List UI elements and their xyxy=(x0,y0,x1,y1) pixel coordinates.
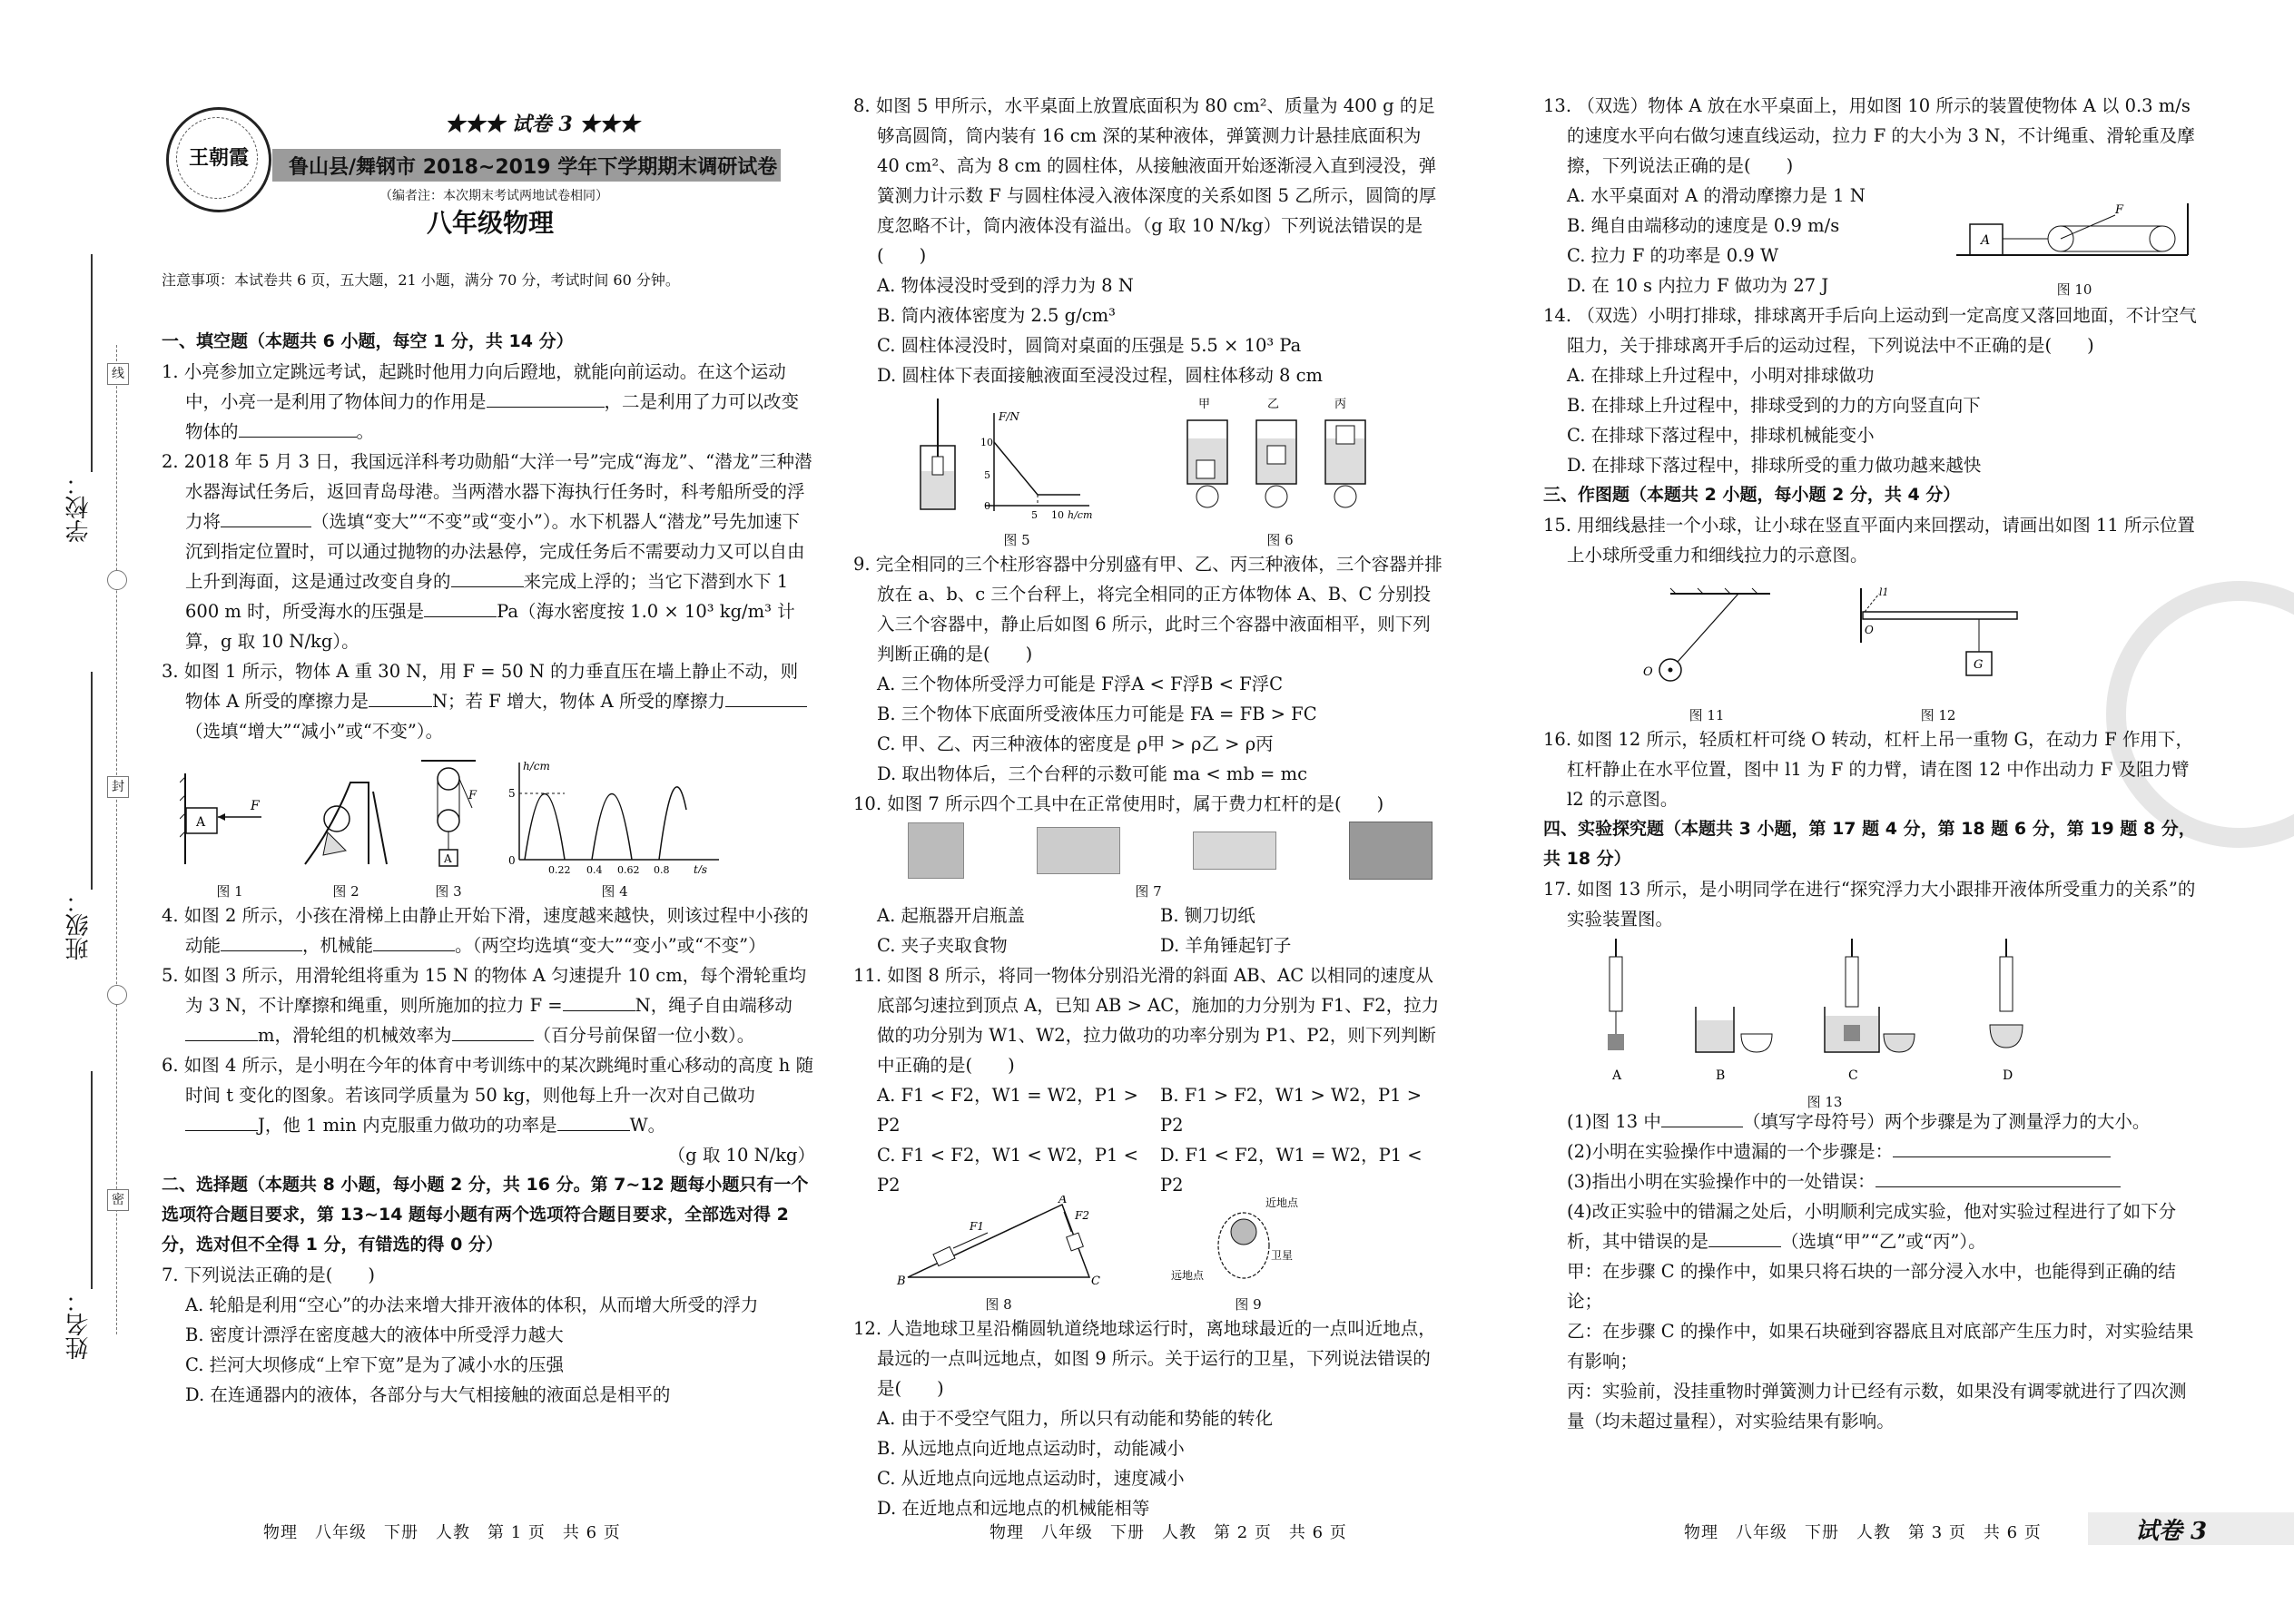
svg-text:C: C xyxy=(1848,1068,1858,1083)
svg-text:t/s: t/s xyxy=(694,863,708,873)
svg-text:D: D xyxy=(2003,1068,2013,1083)
question-9-option-a: A. 三个物体所受浮力可能是 F浮A < F浮B < F浮C xyxy=(877,674,1284,694)
question-3: 3. 如图 1 所示，物体 A 重 30 N，用 F = 50 N 的力垂直压在墙上静止不动，则物体 A 所受的摩擦力是 N；若 F 增大，物体 A 所受的摩擦力（选填“增大”“减小”或“不变”）。 xyxy=(162,656,815,746)
question-8-option-b: B. 筒内液体密度为 2.5 g/cm³ xyxy=(877,305,1116,326)
figure-9 xyxy=(1171,1196,1325,1314)
question-12-option-c: C. 从近地点向远地点运动时，速度减小 xyxy=(877,1468,1185,1489)
figure-4 xyxy=(501,755,728,901)
svg-text:A: A xyxy=(1058,1196,1068,1206)
label-yi: 乙 xyxy=(1267,398,1280,411)
section-2-heading: 二、选择题（本题共 8 小题，每小题 2 分，共 16 分。第 7~12 题每小题只有一个选项符合题目要求，第 13~14 题每小题有两个选项符合题目要求，全部选对得 2 分，选对但不全得 1 分，有错选的得 0 分） xyxy=(162,1175,809,1255)
svg-text:0: 0 xyxy=(984,500,990,512)
footer-page-1: 物理 八年级 下册 人教 第 1 页 共 6 页 xyxy=(263,1523,621,1542)
question-8: 8. 如图 5 甲所示，水平桌面上放置底面积为 80 cm²、质量为 400 g 的足够高圆筒，筒内装有 16 cm 深的某种液体，弹簧测力计悬挂底面积为 40 cm²、高为 8 cm 的圆柱体，从接触液面开始逐渐浸入直到浸没，弹簧测力计示数 F 与圆柱体浸入液体深度的关系如图 5 乙所示，圆筒的厚度忽略不计，筒内液体没有溢出。（g 取 10 N/kg）下列说法错误的是( ) xyxy=(853,95,1437,266)
svg-text:O: O xyxy=(1865,624,1874,636)
svg-text:B: B xyxy=(897,1275,906,1286)
lever-diagram xyxy=(1852,579,2024,697)
question-17: 17. 如图 13 所示，是小明同学在进行“探究浮力大小跟排开液体所受重力的关系”的实验装置图。 xyxy=(1543,879,2196,930)
question-6: 6. 如图 4 所示，是小明在今年的体育中考训练中的某次跳绳时重心移动的高度 h 随时间 t 变化的图象。若该同学质量为 50 kg，则他每上升一次对自己做功J，他 1 min 内克服重力做功的功率是 W。 xyxy=(162,1055,814,1136)
svg-text:A: A xyxy=(444,852,452,865)
exam-title: 鲁山县/舞钢市 2018~2019 学年下学期期末调研试卷 xyxy=(289,156,778,179)
question-10-option-d: D. 羊角锤起钉子 xyxy=(1160,935,1292,956)
figure-10 xyxy=(1952,181,2197,300)
column-3 xyxy=(1543,91,2197,1436)
step-d xyxy=(1990,939,2023,1083)
notice: 注意事项：本试卷共 6 页，五大题，21 小题，满分 70 分，考试时间 60 分钟。 xyxy=(162,271,680,289)
question-12: 12. 人造地球卫星沿椭圆轨道绕地球运行时，离地球最近的一点叫近地点，最远的一点叫远地点，如图 9 所示。关于运行的卫星，下列说法错误的是( ) xyxy=(853,1318,1436,1399)
question-17-part-4: (4)改正实验中的错漏之处后，小明顺利完成实验，他对实验过程进行了如下分析，其中错误的是 （选填“甲”“乙”或“丙”）。 xyxy=(1567,1201,2177,1252)
question-11-options-row-2 xyxy=(853,1140,1443,1200)
question-9: 9. 完全相同的三个柱形容器中分别盛有甲、乙、丙三种液体，三个容器并排放在 a、b、c 三个台秤上，将完全相同的正方体物体 A、B、C 分别投入三个容器中，静止后如图 6 所示，此时三个容器中液面相平，则下列判断正确的是( ) xyxy=(853,554,1442,664)
svg-text:0: 0 xyxy=(508,854,516,867)
question-9-option-c: C. 甲、乙、丙三种液体的密度是 ρ甲 > ρ乙 > ρ丙 xyxy=(877,733,1274,754)
school-label: 学校： xyxy=(65,472,93,543)
step-b xyxy=(1696,1007,1772,1083)
figure-6-caption: 图 6 xyxy=(1266,532,1294,548)
mark-mi: 密 xyxy=(107,1189,129,1211)
figure-8-caption: 图 8 xyxy=(985,1296,1012,1313)
svg-text:B: B xyxy=(1716,1068,1726,1083)
svg-text:0.4: 0.4 xyxy=(586,864,603,873)
question-14-option-c: C. 在排球下落过程中，排球机械能变小 xyxy=(1567,425,1875,446)
question-2: 2. 2018 年 5 月 3 日，我国远洋科考功勋船“大洋一号”完成“海龙”、“潜龙”三种潜水器海试任务后，返回青岛母港。当两潜水器下海执行任务时，科考船所受的浮力将 （选填“变大”“不变”或“变小”）。水下机器人“潜龙”号先加速下沉到指定位置时，可以通过抛物的办法悬停，完成任务后不需要动力又可以自由上升到海面，这是通过改变自身的 来完成上浮的；当它下潜到水下 1 600 m 时，所受海水的压强是 Pa（海水密度按 1.0 × 10³ kg/m³ 计算，g 取 10 N/kg）。 xyxy=(162,451,812,652)
question-8-option-a: A. 物体浸没时受到的浮力为 8 N xyxy=(877,275,1134,296)
figure-7-caption: 图 7 xyxy=(1135,883,1162,900)
cylinder-graph-diagram xyxy=(908,395,1126,522)
question-11-option-a: A. F1 < F2，W1 = W2，P1 > P2 xyxy=(877,1085,1138,1136)
svg-text:0.62: 0.62 xyxy=(617,864,640,873)
figure-2-caption: 图 2 xyxy=(332,883,359,900)
question-13: 13. （双选）物体 A 放在水平桌面上，用如图 10 所示的装置使物体 A 以 0.3 m/s 的速度水平向右做匀速直线运动，拉力 F 的大小为 3 N，不计绳重、滑轮重及摩擦，下列说法正确的是( ) xyxy=(1543,95,2195,176)
mark-xian: 线 xyxy=(107,363,129,385)
figures-1-4 xyxy=(162,746,815,901)
three-containers-diagram xyxy=(1180,395,1380,522)
binding-hole xyxy=(107,985,127,1005)
figures-5-6 xyxy=(853,390,1443,549)
figure-11 xyxy=(1634,579,1779,724)
figure-1 xyxy=(180,764,280,901)
figure-4-caption: 图 4 xyxy=(601,883,628,900)
footer-page-2: 物理 八年级 下册 人教 第 2 页 共 6 页 xyxy=(989,1523,1347,1542)
section-3-heading: 三、作图题（本题共 2 小题，每小题 2 分，共 4 分） xyxy=(1543,485,1961,505)
school-underline xyxy=(91,254,93,472)
figures-11-12 xyxy=(1543,570,2197,724)
question-9-option-d: D. 取出物体后，三个台秤的示数可能 ma < mb = mc xyxy=(877,763,1308,784)
subject-title: 八年级物理 xyxy=(427,208,555,238)
figures-8-9 xyxy=(853,1196,1443,1314)
svg-text:A: A xyxy=(1981,233,1991,248)
question-7-option-d: D. 在连通器内的液体，各部分与大气相接触的液面总是相平的 xyxy=(185,1384,671,1405)
svg-text:G: G xyxy=(1974,658,1984,672)
editor-note: （编者注：本次期末考试两地试卷相同） xyxy=(379,189,608,203)
question-17-part-2: (2)小明在实验操作中遗漏的一个步骤是： xyxy=(1543,1137,2197,1166)
figure-7 xyxy=(853,819,1443,882)
question-13-option-a: A. 水平桌面对 A 的滑动摩擦力是 1 N xyxy=(1567,185,1866,206)
svg-text:O: O xyxy=(1643,665,1653,679)
figure-5-caption: 图 5 xyxy=(1003,532,1030,548)
label-jia: 甲 xyxy=(1198,398,1211,411)
question-10-options-row-2 xyxy=(853,930,1443,960)
figure-3-caption: 图 3 xyxy=(435,883,462,900)
horizontal-pulley-diagram xyxy=(1952,199,2197,271)
svg-text:F: F xyxy=(251,799,260,813)
question-11-option-b: B. F1 > F2，W1 > W2，P1 > P2 xyxy=(1160,1085,1423,1136)
svg-text:A: A xyxy=(1612,1068,1622,1083)
question-11-options-row-1 xyxy=(853,1080,1443,1140)
figure-13-caption: 图 13 xyxy=(1807,1094,1843,1110)
question-9-option-b: B. 三个物体下底面所受液体压力可能是 FA = FB > FC xyxy=(877,704,1317,724)
figure-13 xyxy=(1543,934,2197,1110)
question-14-option-b: B. 在排球上升过程中，排球受到的力的方向竖直向下 xyxy=(1567,395,1981,416)
step-a xyxy=(1608,939,1624,1083)
column-2 xyxy=(853,91,1443,1523)
question-10-option-b: B. 铡刀切纸 xyxy=(1160,905,1255,926)
satellite-orbit-diagram xyxy=(1171,1196,1325,1286)
cut-line xyxy=(116,345,117,1334)
svg-text:C: C xyxy=(1091,1275,1100,1286)
question-4: 4. 如图 2 所示，小孩在滑梯上由静止开始下滑，速度越来越快，则该过程中小孩的动能 ，机械能 。（两空均选填“变大”“变小”或“不变”） xyxy=(162,905,809,956)
question-7-option-b: B. 密度计漂浮在密度越大的液体中所受浮力越大 xyxy=(185,1324,564,1345)
question-11: 11. 如图 8 所示，将同一物体分别沿光滑的斜面 AB、AC 以相同的速度从底部匀速拉到顶点 A，已知 AB > AC，施加的力分别为 F1、F2，拉力做的功分别为 W1、W2，拉力做功的功率分别为 P1、P2，则下列判断中正确的是( ) xyxy=(853,965,1440,1076)
class-underline xyxy=(91,672,93,890)
svg-text:10: 10 xyxy=(1051,509,1064,521)
figure-3 xyxy=(412,755,485,901)
wall-block-diagram xyxy=(180,764,280,873)
mark-feng: 封 xyxy=(107,776,129,798)
name-label: 姓名： xyxy=(65,1289,93,1360)
figure-11-caption: 图 11 xyxy=(1689,707,1725,723)
question-8-option-c: C. 圆柱体浸没时，圆筒对桌面的压强是 5.5 × 10³ Pa xyxy=(877,335,1302,356)
question-17-part-3: (3)指出小明在实验操作中的一处错误： xyxy=(1543,1166,2197,1196)
question-14-option-a: A. 在排球上升过程中，小明对排球做功 xyxy=(1567,365,1875,386)
question-13-option-b: B. 绳自由端移动的速度是 0.9 m/s xyxy=(1567,215,1840,236)
question-13-option-d: D. 在 10 s 内拉力 F 做功为 27 J xyxy=(1567,275,1829,296)
logo-text: 王朝霞 xyxy=(188,146,249,170)
question-10-option-a: A. 起瓶器开启瓶盖 xyxy=(877,905,1025,926)
section-1-heading: 一、填空题（本题共 6 小题，每空 1 分，共 14 分） xyxy=(162,331,574,351)
question-15: 15. 用细线悬挂一个小球，让小球在竖直平面内来回摆动，请画出如图 11 所示位置上小球所受重力和细线拉力的示意图。 xyxy=(1543,515,2195,566)
question-8-option-d: D. 圆柱体下表面接触液面至浸没过程，圆柱体移动 8 cm xyxy=(877,365,1324,386)
question-10: 10. 如图 7 所示四个工具中在正常使用时，属于费力杠杆的是( ) xyxy=(853,793,1384,814)
analysis-jia: 甲：在步骤 C 的操作中，如果只将石块的一部分浸入水中，也能得到正确的结论； xyxy=(1567,1261,2176,1312)
footer-page-3: 物理 八年级 下册 人教 第 3 页 共 6 页 xyxy=(1684,1523,2042,1542)
question-10-option-c: C. 夹子夹取食物 xyxy=(877,935,1008,956)
satellite-label: 卫星 xyxy=(1271,1249,1294,1262)
perigee-label: 近地点 xyxy=(1265,1196,1299,1209)
label-bing: 丙 xyxy=(1334,398,1347,411)
figure-9-caption: 图 9 xyxy=(1235,1296,1262,1313)
incline-diagram xyxy=(890,1196,1108,1286)
analysis-bing: 丙：实验前，没挂重物时弹簧测力计已经有示数，如果没有调零就进行了四次测量（均未超过量程），对实验结果有影响。 xyxy=(1567,1381,2187,1432)
analysis-yi: 乙：在步骤 C 的操作中，如果石块碰到容器底且对底部产生压力时，对实验结果有影响； xyxy=(1567,1321,2194,1372)
question-11-option-d: D. F1 < F2，W1 = W2，P1 < P2 xyxy=(1160,1145,1423,1196)
step-c xyxy=(1825,939,1915,1083)
footer-tag: 试卷 3 xyxy=(2135,1518,2208,1545)
figure-8 xyxy=(890,1196,1108,1314)
svg-text:F: F xyxy=(468,789,478,802)
svg-text:l1: l1 xyxy=(1879,586,1889,598)
figure-2 xyxy=(296,764,396,901)
figure-1-caption: 图 1 xyxy=(216,883,243,900)
question-7: 7. 下列说法正确的是( ) xyxy=(162,1265,376,1285)
svg-text:5: 5 xyxy=(984,469,990,481)
svg-text:h/cm: h/cm xyxy=(1068,509,1093,521)
question-16: 16. 如图 12 所示，轻质杠杆可绕 O 转动，杠杆上吊一重物 G，在动力 F 作用下，杠杆静止在水平位置，图中 l1 为 F 的力臂，请在图 12 中作出动力 F 及阻力臂 l2 的示意图。 xyxy=(1543,729,2194,810)
svg-text:F/N: F/N xyxy=(999,410,1019,423)
pulley-diagram xyxy=(412,755,485,873)
claw-hammer-photo xyxy=(1349,822,1433,880)
svg-text:0.8: 0.8 xyxy=(654,864,670,873)
question-11-option-c: C. F1 < F2，W1 < W2，P1 < P2 xyxy=(877,1145,1138,1196)
binding-hole xyxy=(107,570,127,590)
svg-text:5: 5 xyxy=(1031,509,1038,521)
question-1: 1. 小亮参加立定跳远考试，起跳时他用力向后蹬地，就能向前运动。在这个运动中，小亮一是利用了物体间力的作用是 ，二是利用了力可以改变物体的 。 xyxy=(162,361,800,442)
question-12-option-d: D. 在近地点和远地点的机械能相等 xyxy=(877,1498,1150,1519)
svg-text:h/cm: h/cm xyxy=(523,760,550,773)
logo xyxy=(166,107,271,212)
class-label: 班级： xyxy=(65,890,93,960)
svg-text:A: A xyxy=(196,815,206,830)
height-time-graph xyxy=(501,755,728,873)
question-13-option-c: C. 拉力 F 的功率是 0.9 W xyxy=(1567,245,1779,266)
question-12-option-a: A. 由于不受空气阻力，所以只有动能和势能的转化 xyxy=(877,1408,1273,1429)
question-6-note: （g 取 10 N/kg） xyxy=(667,1145,815,1166)
svg-text:0.22: 0.22 xyxy=(548,864,571,873)
question-10-options-row-1 xyxy=(853,901,1443,930)
series-label: ★★★ 试卷 3 ★★★ xyxy=(445,113,640,136)
slide-child-picture xyxy=(296,764,396,873)
section-4-heading: 四、实验探究题（本题共 3 小题，第 17 题 4 分，第 18 题 6 分，第 19 题 8 分，共 18 分） xyxy=(1543,819,2196,869)
column-1 xyxy=(162,327,815,1410)
svg-text:F: F xyxy=(2115,203,2124,217)
tongs-photo xyxy=(1193,832,1276,870)
question-14: 14. （双选）小明打排球，排球离开手后向上运动到一定高度又落回地面，不计空气阻力，关于排球离开手后的运动过程，下列说法中不正确的是( ) xyxy=(1543,305,2197,356)
question-14-option-d: D. 在排球下落过程中，排球所受的重力做功越来越快 xyxy=(1567,455,1982,476)
figure-5 xyxy=(908,395,1126,549)
svg-text:10: 10 xyxy=(980,437,993,448)
figure-12 xyxy=(1852,579,2024,724)
bottle-opener-photo xyxy=(908,822,964,879)
svg-text:F2: F2 xyxy=(1075,1209,1089,1222)
buoyancy-experiment-diagram xyxy=(1580,934,2088,1084)
figure-10-caption: 图 10 xyxy=(2056,281,2092,298)
figure-6 xyxy=(1180,395,1380,549)
svg-text:F1: F1 xyxy=(970,1220,984,1233)
question-12-option-b: B. 从远地点向近地点运动时，动能减小 xyxy=(877,1438,1185,1459)
question-7-option-a: A. 轮船是利用“空心”的办法来增大排开液体的体积，从而增大所受的浮力 xyxy=(185,1294,759,1315)
paper-cutter-photo xyxy=(1037,827,1120,874)
question-13-options-and-figure xyxy=(1543,181,2197,300)
apogee-label: 远地点 xyxy=(1171,1269,1205,1282)
pendulum-diagram xyxy=(1634,579,1779,697)
figure-12-caption: 图 12 xyxy=(1920,707,1956,723)
question-7-option-c: C. 拦河大坝修成“上窄下宽”是为了减小水的压强 xyxy=(185,1354,565,1375)
question-5: 5. 如图 3 所示，用滑轮组将重为 15 N 的物体 A 匀速提升 10 cm，每个滑轮重均为 3 N，不计摩擦和绳重，则所施加的拉力 F = N，绳子自由端移动m，滑轮组的机械效率为 （百分号前保留一位小数）。 xyxy=(162,965,807,1046)
question-17-part-1: (1)图 13 中 （填写字母符号）两个步骤是为了测量浮力的大小。 xyxy=(1543,1107,2197,1137)
name-underline xyxy=(91,1071,93,1289)
svg-text:5: 5 xyxy=(508,787,516,800)
